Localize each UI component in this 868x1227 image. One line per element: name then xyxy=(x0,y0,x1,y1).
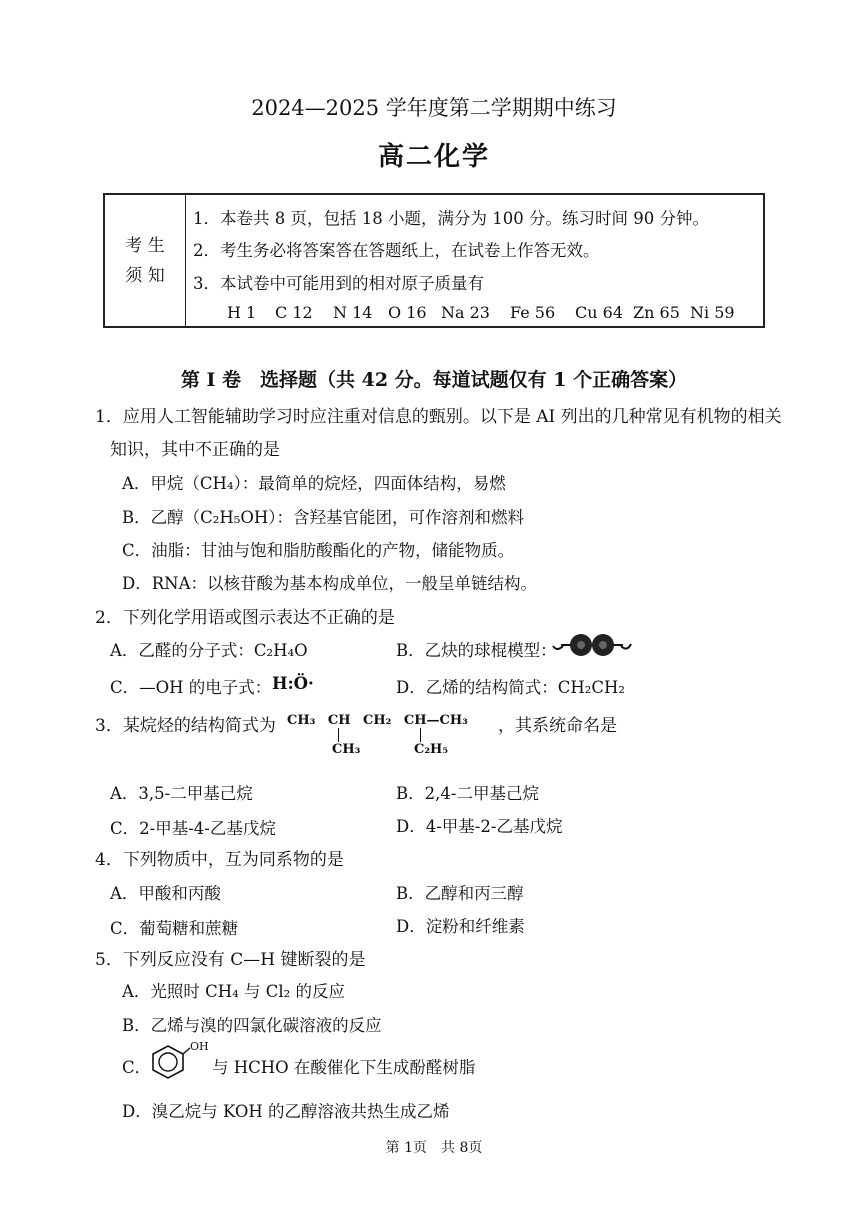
question-2-stem: 2．下列化学用语或图示表达不正确的是 xyxy=(95,608,395,628)
question-4-option-c: C．葡萄糖和蔗糖 xyxy=(110,919,239,938)
question-5-option-c-prefix: C． xyxy=(122,1058,152,1077)
atomic-mass: H 1 xyxy=(227,303,257,322)
atomic-mass: C 12 xyxy=(275,303,313,322)
formula-bond-line xyxy=(338,728,339,742)
atomic-mass: Ni 59 xyxy=(690,303,735,322)
structural-formula-branch-1: CH₃ xyxy=(332,742,361,757)
subject-title: 高二化学 xyxy=(377,142,490,172)
question-3-option-d: D．4-甲基-2-乙基戊烷 xyxy=(396,817,563,836)
page-footer: 第 1页 共 8页 xyxy=(385,1140,483,1156)
question-2-option-b: B．乙炔的球棍模型： xyxy=(396,641,557,660)
question-5-option-b: B．乙烯与溴的四氯化碳溶液的反应 xyxy=(122,1016,382,1035)
notice-line-1: 1．本卷共 8 页，包括 18 小题，满分为 100 分。练习时间 90 分钟。 xyxy=(193,209,709,228)
section-title: 第 I 卷 选择题（共 42 分。每道试题仅有 1 个正确答案） xyxy=(180,369,688,391)
question-3-option-a: A．3,5-二甲基己烷 xyxy=(110,784,253,803)
question-5-option-a: A．光照时 CH₄ 与 Cl₂ 的反应 xyxy=(122,982,346,1001)
phenol-structure xyxy=(150,1042,192,1082)
notice-line-2: 2．考生务必将答案答在答题纸上，在试卷上作答无效。 xyxy=(193,241,600,260)
notice-label-line2: 须 知 xyxy=(125,265,165,286)
atomic-mass: Fe 56 xyxy=(510,303,556,322)
question-4-option-b: B．乙醇和丙三醇 xyxy=(396,884,524,903)
hydroxyl-electron-formula: H:Ö· xyxy=(272,674,314,693)
atomic-mass: Cu 64 xyxy=(575,303,623,322)
question-2-option-c: C．—OH 的电子式： xyxy=(110,678,272,697)
question-5-option-d: D．溴乙烷与 KOH 的乙醇溶液共热生成乙烯 xyxy=(122,1102,450,1121)
question-3-stem-end: ，其系统命名是 xyxy=(498,716,617,736)
atomic-mass: N 14 xyxy=(333,303,373,322)
exam-title: 2024—2025 学年度第二学期期中练习 xyxy=(251,96,617,120)
question-2-option-d: D．乙烯的结构简式：CH₂CH₂ xyxy=(396,678,625,697)
question-5-option-c: 与 HCHO 在酸催化下生成酚醛树脂 xyxy=(212,1058,476,1077)
notice-label xyxy=(105,195,186,326)
question-4-stem: 4．下列物质中，互为同系物的是 xyxy=(95,850,344,870)
atomic-mass: O 16 xyxy=(388,303,427,322)
atomic-mass: Zn 65 xyxy=(633,303,680,322)
notice-label-line1: 考 生 xyxy=(125,235,165,256)
question-3-option-b: B．2,4-二甲基己烷 xyxy=(396,784,539,803)
question-1-stem: 1．应用人工智能辅助学习时应注重对信息的甄别。以下是 AI 列出的几种常见有机物的相关 xyxy=(95,407,782,427)
structural-formula-branch-2: C₂H₅ xyxy=(414,742,449,757)
question-4-option-d: D．淀粉和纤维素 xyxy=(396,917,525,936)
phenol-oh-label: OH xyxy=(190,1040,209,1053)
notice-box xyxy=(103,193,765,328)
question-3-stem: 3．某烷烃的结构简式为 xyxy=(95,716,276,736)
notice-line-3: 3．本试卷中可能用到的相对原子质量有 xyxy=(193,274,484,293)
question-1-option-d: D．RNA：以核苷酸为基本构成单位，一般呈单链结构。 xyxy=(122,574,538,593)
atomic-mass: Na 23 xyxy=(441,303,490,322)
question-1-stem-cont: 知识，其中不正确的是 xyxy=(110,440,280,460)
ethyne-ball-stick-model xyxy=(551,630,633,660)
question-1-option-a: A．甲烷（CH₄）：最简单的烷烃，四面体结构，易燃 xyxy=(122,474,506,493)
question-4-option-a: A．甲酸和丙酸 xyxy=(110,884,221,903)
question-1-option-c: C．油脂：甘油与饱和脂肪酸酯化的产物，储能物质。 xyxy=(122,541,515,560)
formula-bond-line xyxy=(420,728,421,742)
question-5-stem: 5．下列反应没有 C—H 键断裂的是 xyxy=(95,950,366,970)
structural-formula-main: CH₃ CH CH₂ CH—CH₃ xyxy=(287,713,468,728)
question-3-option-c: C．2-甲基-4-乙基戊烷 xyxy=(110,819,276,838)
question-2-option-a: A．乙醛的分子式：C₂H₄O xyxy=(110,641,308,660)
question-1-option-b: B．乙醇（C₂H₅OH）：含羟基官能团，可作溶剂和燃料 xyxy=(122,508,525,527)
